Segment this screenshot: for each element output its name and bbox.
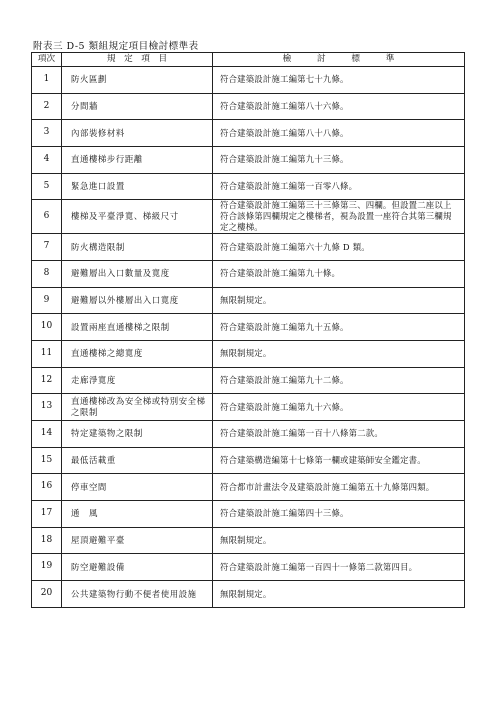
row-number: 10 [32,314,62,341]
row-standard: 符合都市計畫法令及建築設計施工編第五十九條第四類。 [213,474,465,501]
table-row [32,120,465,147]
table-row [32,394,465,421]
row-number: 5 [32,173,62,200]
row-standard: 無限制規定。 [213,340,465,367]
row-item: 公共建築物行動不便者使用設施 [62,581,213,608]
row-standard: 符合建築設計施工編第九十條。 [213,260,465,287]
row-item: 停車空間 [62,474,213,501]
row-number: 2 [32,93,62,120]
row-number: 18 [32,527,62,554]
row-item: 防火區劃 [62,67,213,94]
row-item: 分間牆 [62,93,213,120]
row-number: 13 [32,394,62,421]
row-standard: 符合建築設計施工編第八十六條。 [213,93,465,120]
table-row [32,447,465,474]
table-row [32,314,465,341]
row-standard: 無限制規定。 [213,527,465,554]
row-item: 通 風 [62,501,213,528]
table-row [32,367,465,394]
row-number: 17 [32,501,62,528]
row-standard: 符合建築設計施工編第七十九條。 [213,67,465,94]
row-item: 緊急進口設置 [62,173,213,200]
row-item: 防空避難設備 [62,554,213,581]
table-row [32,581,465,608]
page-title: 附表三 D-5 類組規定項目檢討標準表 [33,41,199,52]
table-row [32,527,465,554]
row-item: 設置兩座直通樓梯之限制 [62,314,213,341]
row-number: 20 [32,581,62,608]
row-standard: 符合建築構造編第十七條第一欄或建築師安全鑑定書。 [213,447,465,474]
row-standard: 符合建築設計施工編第一百十八條第二款。 [213,421,465,448]
row-item: 避難層以外樓層出入口寬度 [62,287,213,314]
table-body [32,67,465,608]
header-item: 規 定 項 目 [62,53,213,67]
table-row [32,93,465,120]
row-standard: 符合建築設計施工編第九十六條。 [213,394,465,421]
row-number: 9 [32,287,62,314]
row-standard: 符合建築設計施工編第九十五條。 [213,314,465,341]
table-row [32,147,465,174]
row-item: 走廊淨寬度 [62,367,213,394]
row-number: 12 [32,367,62,394]
table-row [32,474,465,501]
row-number: 15 [32,447,62,474]
table-row [32,173,465,200]
row-standard: 符合建築設計施工編第九十二條。 [213,367,465,394]
table-row [32,501,465,528]
table-row [32,67,465,94]
row-item: 直通樓梯步行距離 [62,147,213,174]
row-number: 6 [32,200,62,234]
row-number: 7 [32,234,62,261]
row-number: 14 [32,421,62,448]
row-number: 8 [32,260,62,287]
row-standard: 符合建築設計施工編第一百零八條。 [213,173,465,200]
row-number: 16 [32,474,62,501]
row-item: 避難層出入口數量及寬度 [62,260,213,287]
table-row [32,554,465,581]
row-item: 內部裝修材料 [62,120,213,147]
row-item: 直通樓梯改為安全梯或特別安全梯之限制 [62,394,213,421]
standards-table [31,52,465,608]
row-standard: 無限制規定。 [213,287,465,314]
row-standard: 符合建築設計施工編第八十八條。 [213,120,465,147]
row-standard: 符合建築設計施工編第六十九條 D 類。 [213,234,465,261]
row-standard: 符合建築設計施工編第三十三條第三、四欄。但設置二座以上符合該條第四欄規定之樓梯者，視為設置一座符合其第三欄規定之樓梯。 [213,200,465,234]
table-row [32,260,465,287]
table-row [32,340,465,367]
row-standard: 符合建築設計施工編第九十三條。 [213,147,465,174]
table-row [32,234,465,261]
header-no: 項次 [32,53,62,67]
row-standard: 符合建築設計施工編第一百四十一條第二款第四目。 [213,554,465,581]
header-standard: 檢 討 標 準 [213,53,465,67]
row-number: 1 [32,67,62,94]
row-standard: 符合建築設計施工編第四十三條。 [213,501,465,528]
row-item: 防火構造限制 [62,234,213,261]
row-number: 3 [32,120,62,147]
row-number: 19 [32,554,62,581]
row-item: 樓梯及平臺淨寬、梯級尺寸 [62,200,213,234]
table-row [32,287,465,314]
row-item: 特定建築物之限制 [62,421,213,448]
table-header-row [32,53,465,67]
row-item: 最低活載重 [62,447,213,474]
row-number: 11 [32,340,62,367]
row-item: 直通樓梯之總寬度 [62,340,213,367]
table-row [32,421,465,448]
row-item: 屋頂避難平臺 [62,527,213,554]
row-standard: 無限制規定。 [213,581,465,608]
table-row [32,200,465,234]
row-number: 4 [32,147,62,174]
